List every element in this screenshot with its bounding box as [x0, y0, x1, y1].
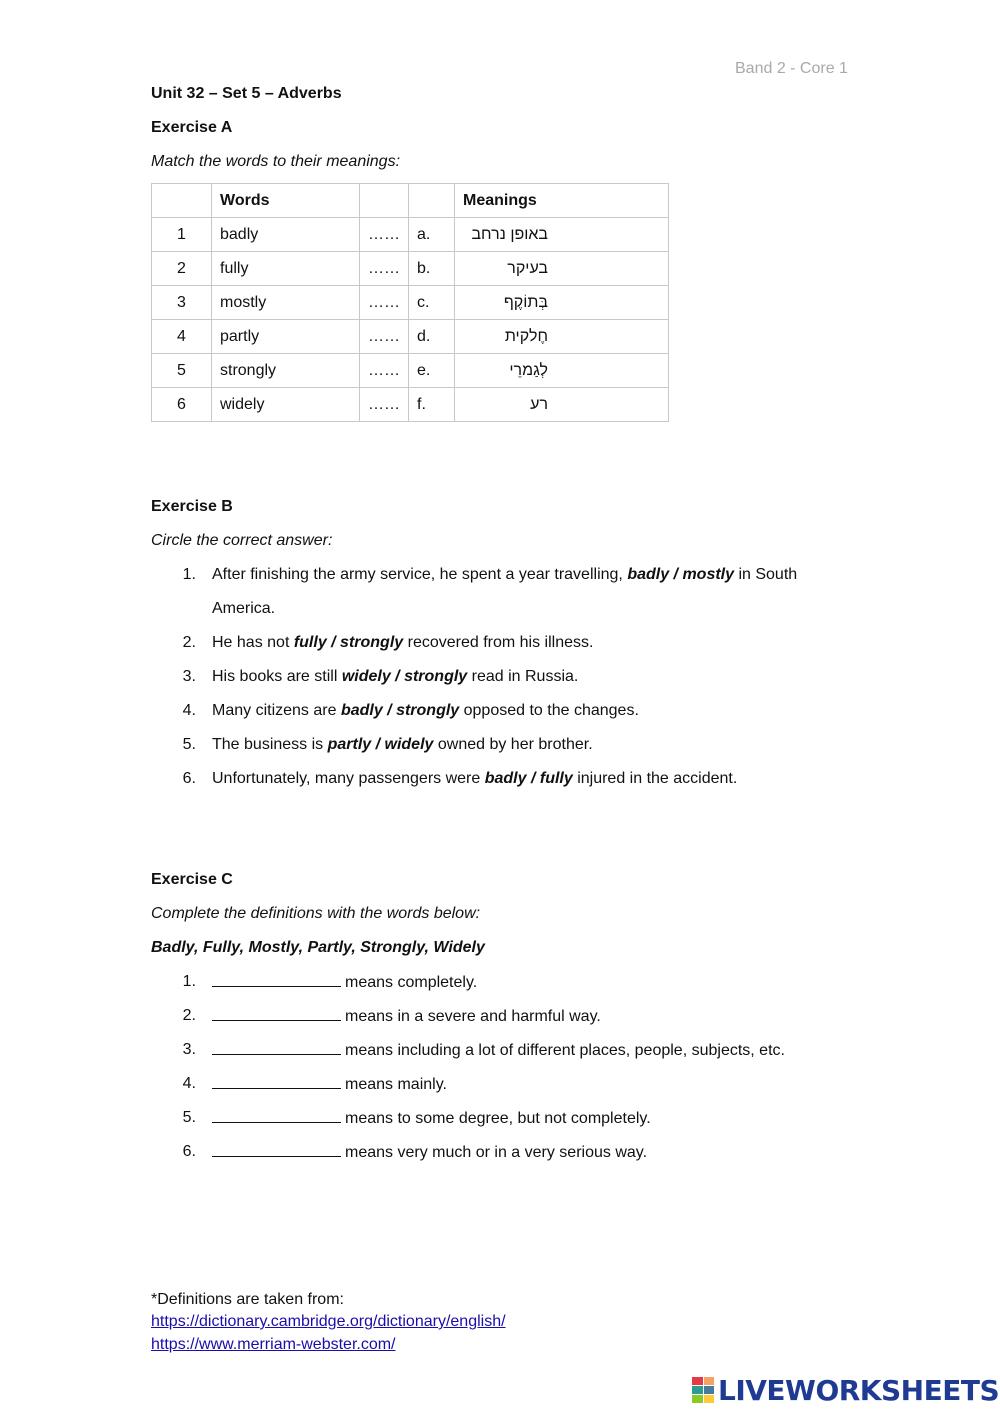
list-number: 1.	[182, 566, 196, 583]
logo-tiles-icon	[692, 1377, 714, 1403]
list-number: 5.	[182, 736, 196, 753]
word-cell: badly	[212, 218, 360, 252]
table-row	[152, 218, 669, 252]
answer-blank[interactable]	[212, 1108, 341, 1123]
answer-blank[interactable]: ……	[360, 388, 409, 422]
question-text: The business is	[212, 736, 328, 753]
question-text: in South	[734, 566, 798, 583]
definition-item	[212, 1142, 647, 1163]
definition-text: means in a severe and harmful way.	[345, 1008, 601, 1025]
definition-item	[212, 1108, 651, 1129]
question-item	[212, 769, 737, 789]
exercise-b-heading: Exercise B	[151, 498, 233, 515]
question-text: owned by her brother.	[433, 736, 593, 753]
table-row	[152, 320, 669, 354]
answer-blank[interactable]: ……	[360, 354, 409, 388]
meaning-cell: באופן נרחב	[455, 218, 669, 252]
table-cell	[152, 184, 212, 218]
answer-blank[interactable]: ……	[360, 252, 409, 286]
row-number: 2	[152, 252, 212, 286]
meaning-cell: בְּתוֹקֶף	[455, 286, 669, 320]
table-cell	[360, 184, 409, 218]
question-text: Unfortunately, many passengers were	[212, 770, 485, 787]
question-text: opposed to the changes.	[459, 702, 639, 719]
row-number: 5	[152, 354, 212, 388]
definition-item	[212, 972, 477, 993]
table-header-row	[152, 184, 669, 218]
question-text: His books are still	[212, 668, 342, 685]
definition-item	[212, 1074, 447, 1095]
exercise-b-instruction: Circle the correct answer:	[151, 532, 333, 549]
question-item	[212, 735, 593, 755]
list-number: 5.	[182, 1109, 196, 1126]
source-link-merriam-webster[interactable]: https://www.merriam-webster.com/	[151, 1336, 396, 1353]
list-number: 1.	[182, 973, 196, 990]
question-text: Many citizens are	[212, 702, 341, 719]
answer-blank[interactable]	[212, 1006, 341, 1021]
exercise-c-heading: Exercise C	[151, 871, 233, 888]
question-text: recovered from his illness.	[403, 634, 594, 651]
answer-blank[interactable]: ……	[360, 218, 409, 252]
question-item	[212, 667, 578, 687]
question-item	[212, 701, 639, 721]
answer-blank[interactable]: ……	[360, 320, 409, 354]
table-row	[152, 252, 669, 286]
table-row	[152, 286, 669, 320]
row-number: 1	[152, 218, 212, 252]
answer-blank[interactable]	[212, 1040, 341, 1055]
meaning-cell: רע	[455, 388, 669, 422]
meaning-letter: d.	[409, 320, 455, 354]
answer-choice[interactable]: fully / strongly	[293, 634, 404, 651]
question-text: After finishing the army service, he spent a year travelling,	[212, 566, 628, 583]
meaning-letter: e.	[409, 354, 455, 388]
matching-table	[151, 183, 669, 422]
list-number: 6.	[182, 770, 196, 787]
meaning-cell: בעיקר	[455, 252, 669, 286]
meaning-letter: b.	[409, 252, 455, 286]
definition-text: means including a lot of different places, people, subjects, etc.	[345, 1042, 785, 1059]
list-number: 6.	[182, 1143, 196, 1160]
row-number: 6	[152, 388, 212, 422]
definition-text: means completely.	[345, 974, 478, 991]
meaning-cell: חֶלקית	[455, 320, 669, 354]
answer-blank[interactable]	[212, 1142, 341, 1157]
table-row	[152, 388, 669, 422]
sources-note: *Definitions are taken from:	[151, 1291, 344, 1308]
word-bank: Badly, Fully, Mostly, Partly, Strongly, Widely	[151, 939, 485, 956]
page-title: Unit 32 – Set 5 – Adverbs	[151, 85, 342, 102]
table-row	[152, 354, 669, 388]
source-link-cambridge[interactable]: https://dictionary.cambridge.org/dictionary/english/	[151, 1313, 506, 1330]
list-number: 4.	[182, 1075, 196, 1092]
meaning-cell: לְגַמרֵי	[455, 354, 669, 388]
word-cell: fully	[212, 252, 360, 286]
exercise-a-instruction: Match the words to their meanings:	[151, 153, 401, 170]
definition-item	[212, 1006, 601, 1027]
question-text: read in Russia.	[467, 668, 579, 685]
list-number: 4.	[182, 702, 196, 719]
logo-text: LIVEWORKSHEETS	[718, 1373, 1000, 1407]
answer-choice[interactable]: partly / widely	[327, 736, 434, 753]
band-label: Band 2 - Core 1	[735, 60, 848, 77]
exercise-a-heading: Exercise A	[151, 119, 233, 136]
row-number: 3	[152, 286, 212, 320]
answer-choice[interactable]: badly / mostly	[627, 566, 735, 583]
answer-blank[interactable]	[212, 1074, 341, 1089]
answer-blank[interactable]: ……	[360, 286, 409, 320]
column-header-words: Words	[212, 184, 360, 218]
question-item	[212, 633, 593, 653]
meaning-letter: a.	[409, 218, 455, 252]
row-number: 4	[152, 320, 212, 354]
definition-item	[212, 1040, 785, 1061]
definition-text: means to some degree, but not completely.	[345, 1110, 651, 1127]
list-number: 3.	[182, 668, 196, 685]
word-cell: widely	[212, 388, 360, 422]
word-cell: mostly	[212, 286, 360, 320]
list-number: 2.	[182, 1007, 196, 1024]
exercise-c-instruction: Complete the definitions with the words below:	[151, 905, 481, 922]
list-number: 3.	[182, 1041, 196, 1058]
column-header-meanings: Meanings	[455, 184, 669, 218]
table-cell	[409, 184, 455, 218]
answer-choice[interactable]: badly / strongly	[340, 702, 460, 719]
definition-text: means mainly.	[345, 1076, 447, 1093]
answer-choice[interactable]: badly / fully	[484, 770, 573, 787]
word-cell: partly	[212, 320, 360, 354]
list-number: 2.	[182, 634, 196, 651]
liveworksheets-logo	[692, 1374, 999, 1406]
question-item	[212, 565, 797, 585]
definition-text: means very much or in a very serious way.	[345, 1144, 648, 1161]
meaning-letter: f.	[409, 388, 455, 422]
question-text: He has not	[212, 634, 294, 651]
answer-blank[interactable]	[212, 972, 341, 987]
word-cell: strongly	[212, 354, 360, 388]
question-continuation: America.	[212, 600, 276, 617]
question-text: injured in the accident.	[572, 770, 738, 787]
meaning-letter: c.	[409, 286, 455, 320]
answer-choice[interactable]: widely / strongly	[341, 668, 468, 685]
